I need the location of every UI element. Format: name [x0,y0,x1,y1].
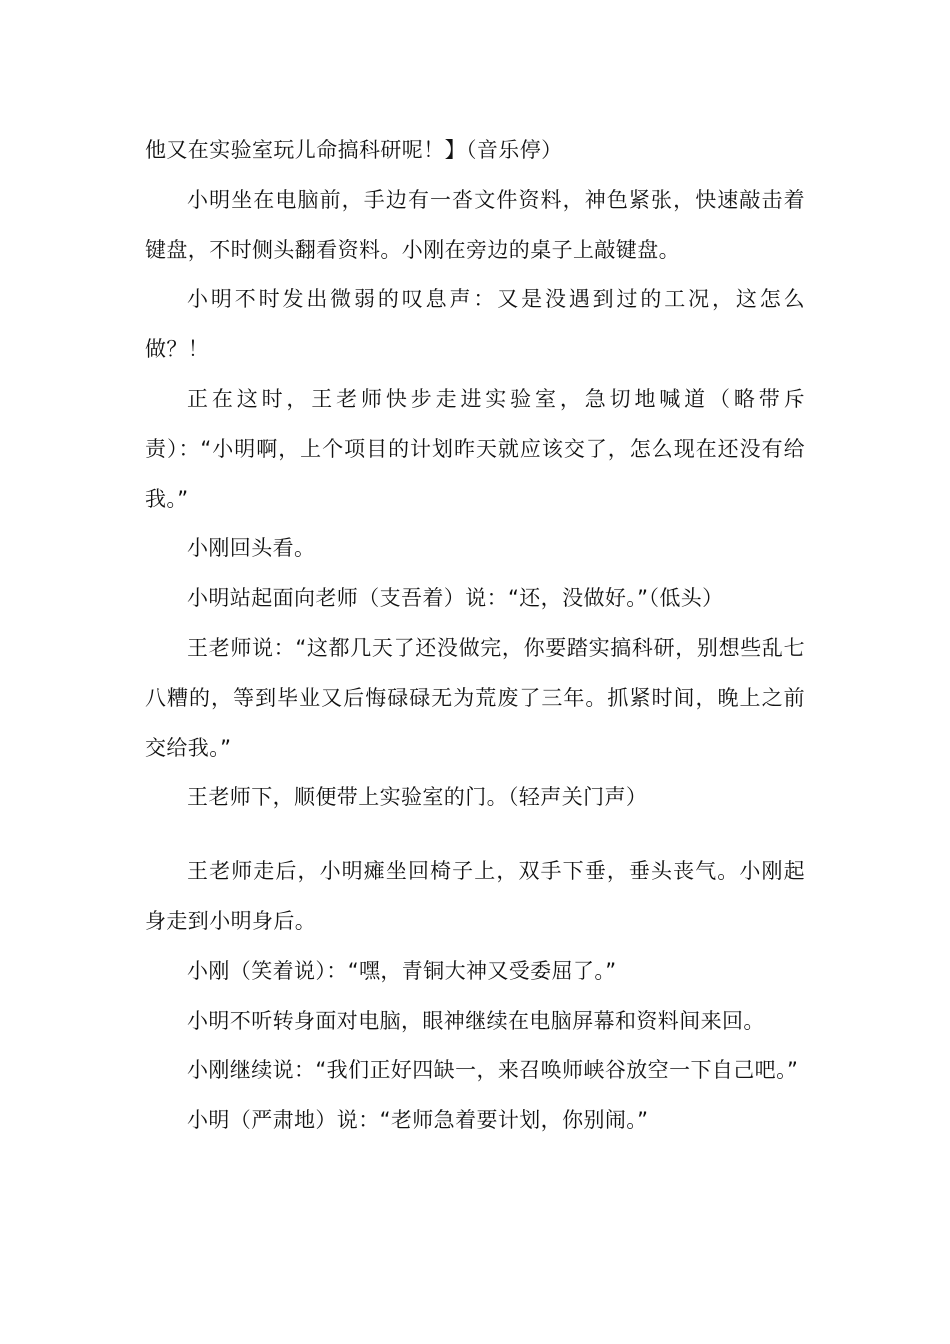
paragraph-3: 小明不时发出微弱的叹息声：又是没遇到过的工况，这怎么做？！ [145,287,805,362]
paragraph-8: 王老师下，顺便带上实验室的门。（轻声关门声） [187,785,648,810]
paragraph-4: 正在这时，王老师快步走进实验室，急切地喊道（略带斥责）：“小明啊，上个项目的计划昨天就应该交了，怎么现在还没有给我。” [145,386,805,511]
paragraph-7: 王老师说：“这都几天了还没做完，你要踏实搞科研，别想些乱七八糟的，等到毕业又后悔碌碌无为荒废了三年。抓紧时间，晚上之前交给我。” [145,635,805,760]
paragraph-11: 小明不听转身面对电脑，眼神继续在电脑屏幕和资料间来回。 [187,1008,765,1033]
script-text [145,126,805,1146]
paragraph-1: 他又在实验室玩儿命搞科研呢！】（音乐停） [145,138,563,162]
paragraph-12: 小刚继续说：“我们正好四缺一，来召唤师峡谷放空一下自己吧。” [187,1058,799,1083]
paragraph-13: 小明（严肃地）说：“老师急着要计划，你别闹。” [187,1108,649,1133]
paragraph-9: 王老师走后，小明瘫坐回椅子上，双手下垂，垂头丧气。小刚起身走到小明身后。 [145,859,805,933]
paragraph-10: 小刚（笑着说）：“嘿，青铜大神又受委屈了。” [187,958,617,983]
paragraph-5: 小刚回头看。 [187,536,316,561]
paragraph-6: 小明站起面向老师（支吾着）说：“还，没做好。”（低头） [187,586,724,611]
paragraph-2: 小明坐在电脑前，手边有一沓文件资料，神色紧张，快速敲击着键盘，不时侧头翻看资料。小刚在旁边的桌子上敲键盘。 [145,187,805,262]
paragraph-gap [145,823,805,847]
